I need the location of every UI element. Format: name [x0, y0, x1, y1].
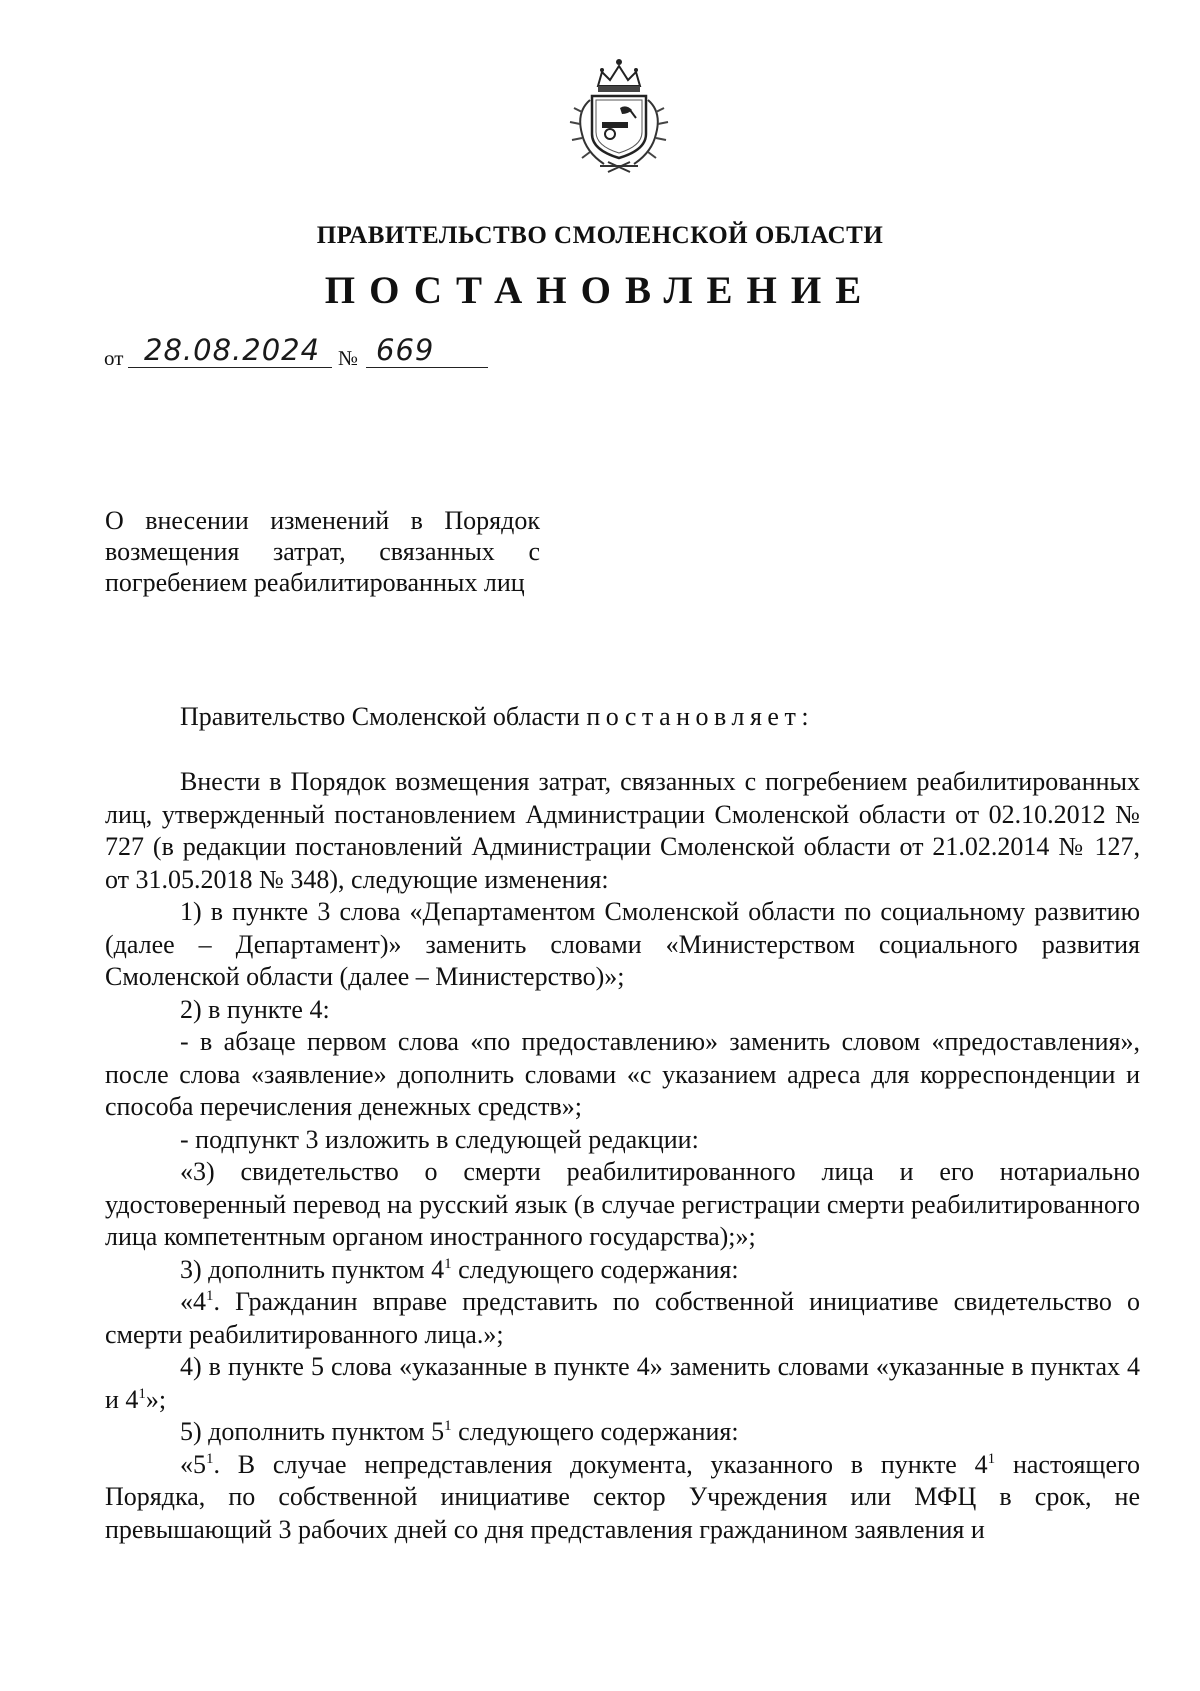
date-label: от — [104, 346, 124, 370]
amendment-item-5: 5) дополнить пунктом $5^1$ следующего содержания: — [180, 1417, 739, 1446]
document-body — [105, 766, 1140, 1546]
document-type-title: ПОСТАНОВЛЕНИЕ — [324, 269, 876, 312]
preamble-verb: постановляет: — [586, 702, 815, 731]
amendment-item-2b: - подпункт 3 изложить в следующей редакции: — [180, 1124, 699, 1154]
amendment-item-1: 1) в пункте 3 слова «Департаментом Смоленской области по социальному развитию (далее – Департамент)» заменить словами «Министерством социального развития Смоленской области (далее – Министерство)»; — [105, 897, 1140, 991]
number-value-handwritten: 669 — [376, 333, 435, 367]
registration-line — [104, 333, 544, 373]
document-subject: О внесении изменений в Порядок возмещения затрат, связанных с погребением реабилитированных лиц — [105, 506, 540, 597]
body-intro: Внести в Порядок возмещения затрат, связанных с погребением реабилитированных лиц, утвержденный постановлением Администрации Смоленской области от 02.10.2012 № 727 (в редакции постановлений Администрации Смоленской области от 21.02.2014 № 127, от 31.05.2018 № 348), следующие изменения: — [105, 767, 1140, 894]
amendment-item-2a: - в абзаце первом слова «по предоставлению» заменить словом «предоставления», после слова «заявление» дополнить словами «с указанием адреса для корреспонденции и способа перечисления денежных средств»; — [105, 1027, 1140, 1121]
amendment-item-3-text: «$4^1$. Гражданин вправе представить по собственной инициативе свидетельство о смерти реабилитированного лица.»; — [105, 1287, 1140, 1349]
coat-of-arms-emblem — [560, 52, 678, 180]
amendment-item-2: 2) в пункте 4: — [180, 994, 330, 1024]
preamble-text: Правительство Смоленской области — [180, 702, 580, 731]
amendment-item-5-text: «$5^1$. В случае непредставления документа, указанного в пункте $4^1$ настоящего Порядка, по собственной инициативе сектор Учреждения или МФЦ в срок, не превышающий 3 рабочих дней со дня представления гражданином заявления и — [105, 1449, 1141, 1544]
amendment-item-4: 4) в пункте 5 слова «указанные в пункте 4» заменить словами «указанные в пунктах 4 и $4^1$»; — [105, 1352, 1140, 1414]
date-value-handwritten: 28.08.2024 — [144, 333, 321, 367]
organization-name: ПРАВИТЕЛЬСТВО СМОЛЕНСКОЙ ОБЛАСТИ — [316, 222, 884, 249]
number-label: № — [338, 346, 359, 370]
preamble — [180, 702, 814, 732]
amendment-item-2b-text: «3) свидетельство о смерти реабилитированного лица и его нотариально удостоверенный перевод на русский язык (в случае регистрации смерти реабилитированного лица компетентным органом иностранного государства);»; — [105, 1157, 1140, 1251]
amendment-item-3: 3) дополнить пунктом $4^1$ следующего содержания: — [180, 1254, 739, 1284]
